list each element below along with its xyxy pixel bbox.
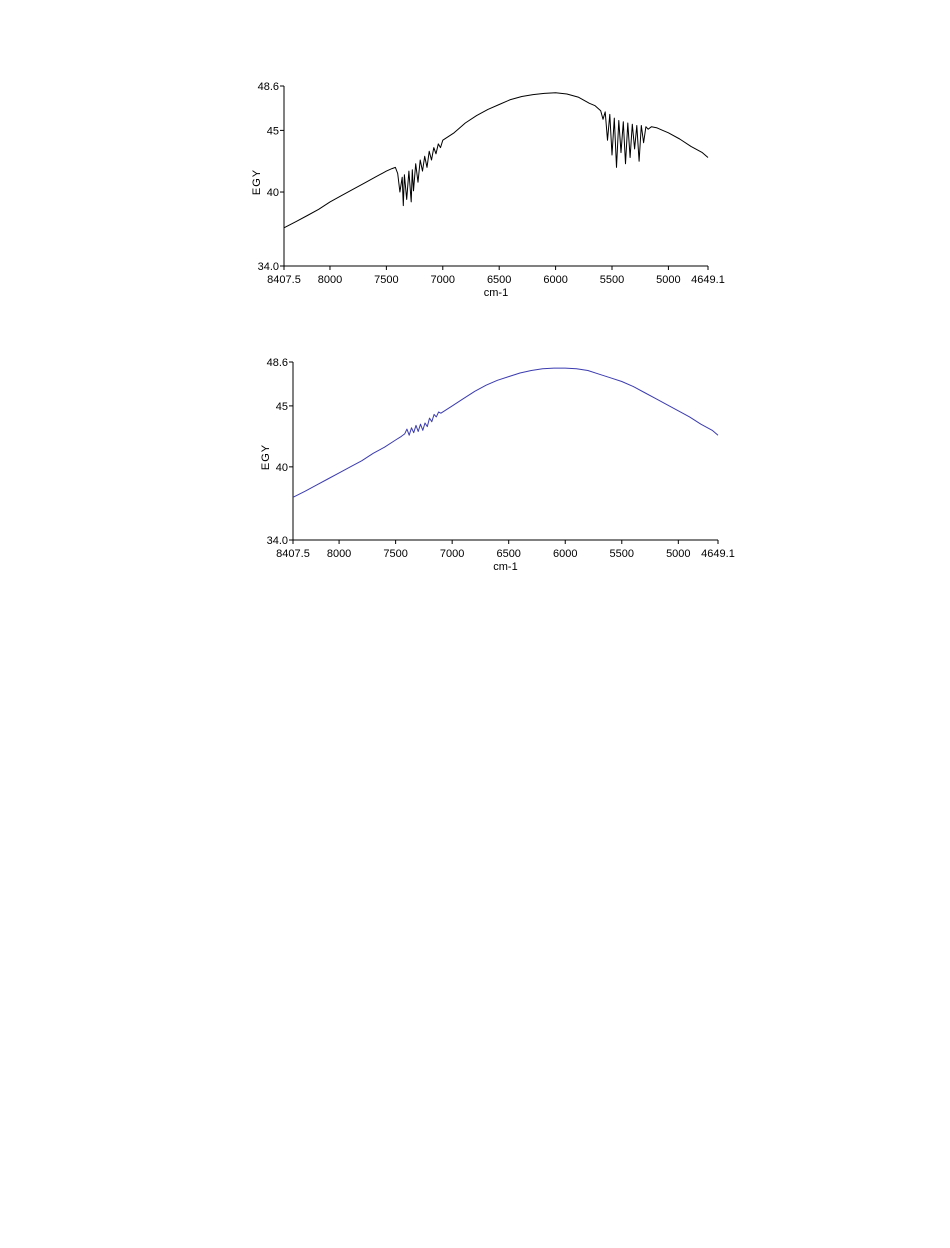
chart-1 (251, 81, 725, 299)
x-tick-label: 6500 (486, 274, 512, 286)
y-tick-label: 45 (275, 400, 288, 413)
x-tick-label: 4649.1 (701, 548, 735, 560)
y-tick-label: 48.6 (266, 357, 288, 369)
x-axis-title: cm-1 (493, 561, 518, 573)
y-axis-title: EGY (251, 168, 263, 196)
x-tick-label: 7500 (383, 548, 408, 560)
x-tick-label: 8000 (317, 274, 343, 286)
x-tick-label: 8407.5 (276, 548, 310, 560)
y-tick-label: 48.6 (257, 81, 279, 93)
x-tick-label: 6000 (543, 274, 568, 286)
x-tick-label: 6500 (496, 548, 521, 560)
x-tick-label: 5000 (666, 548, 691, 560)
x-tick-label: 5500 (599, 274, 625, 286)
x-tick-label: 8000 (326, 548, 352, 560)
x-tick-label: 7000 (430, 274, 456, 286)
chart-2 (260, 357, 735, 573)
x-tick-label: 8407.5 (267, 274, 301, 286)
y-tick-label: 40 (275, 461, 288, 474)
x-tick-label: 5000 (656, 274, 681, 286)
x-tick-label: 7500 (374, 274, 399, 286)
series-line-spectrum (284, 93, 708, 228)
x-axis-title: cm-1 (483, 287, 509, 299)
y-tick-label: 45 (266, 125, 279, 138)
x-tick-label: 7000 (439, 548, 465, 560)
y-axis-title: EGY (260, 443, 272, 471)
x-tick-label: 6000 (552, 548, 578, 560)
y-tick-label: 40 (266, 187, 279, 200)
x-tick-label: 4649.1 (691, 274, 725, 286)
x-tick-label: 5500 (609, 548, 635, 560)
y-tick-label: 34.0 (266, 535, 288, 547)
y-tick-label: 34.0 (257, 261, 279, 273)
series-line-spectrum (293, 368, 718, 497)
